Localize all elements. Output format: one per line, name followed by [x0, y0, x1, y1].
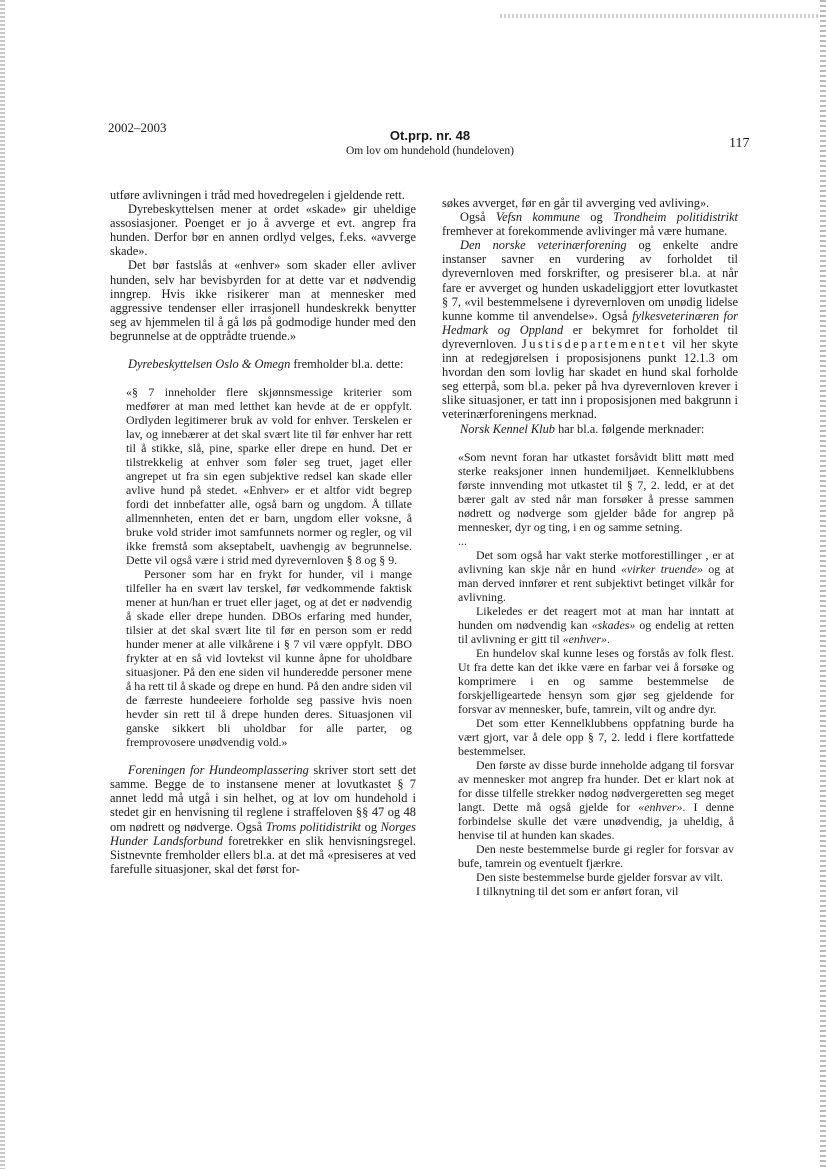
block-quote: Den første av disse burde inneholde adgang til forsvar av mennesker mot angrep fra hunder. Det er klart nok at for disse tilfelle strekker nødog nødvergeretten seg meget langt. Dette må også gjelde for «enhver». I denne forbindelse skulle det være unødvendig, ja uheldig, å henvise til at hunden kan skades. [458, 757, 734, 842]
right-column [442, 196, 738, 898]
block-quote: Personer som har en frykt for hunder, vil i mange tilfeller ha en svært lav terskel, før vedkommende faktisk mener at hun/han er truet eller jaget, og at det er nødvendig å skade eller drepe hunden. DBOs erfaring med hunder, tilsier at det skal svært lite til før en person som er redd hunder mener at alle vilkårene i § 7 vil være oppfylt. DBO frykter at en så vid lovtekst vil kunne åpne for uholdbare situasjoner. På den ene siden vil hunderedde personer mene å ha rett til å skade og drepe en hund. På den andre siden vil de færreste hundeeiere forholde seg passive hvis noen hevder sin rett til å drepe hunden deres. Situasjonen vil ganske sikkert bli uholdbar for alle parter, og fremprovosere unødvendig vold.» [126, 567, 412, 750]
paragraph: Også Vefsn kommune og Trondheim politidistrikt fremhever at forekommende avlivinger må være humane. [442, 210, 738, 239]
paragraph: Den norske veterinærforening og enkelte andre instanser savner en vurdering av forholdet til dyrevernloven med forskrifter, og presiserer bl.a. at når fare er avverget og hunden uskadeliggjort etter lovutkastet § 7, «vil bestemmelsene i dyrevernloven om unødig lidelse kunne komme til anvendelse». Også fylkesveterinæren for Hedmark og Oppland er bekymret for forholdet til dyrevernloven. Justisdepartementet vil her skyte inn at redegjørelsen i proposisjonens punkt 12.1.3 om hvordan den som lovlig har skadet en hund skal forholde seg etterpå, som bl.a. peker på hva dyrevernloven krever i slike situasjoner, er tatt inn i proposisjonen med bakgrunn i veterinærforeningens merknad. [442, 238, 738, 422]
block-quote: Den neste bestemmelse burde gi regler for forsvar av bufe, tamrein og eventuelt fjærkre. [458, 841, 734, 870]
block-quote: Den siste bestemmelse burde gjelder forsvar av vilt. [476, 869, 723, 884]
organization-name: Foreningen for Hundeomplassering [128, 763, 309, 778]
paragraph: søkes avverget, før en går til avverging ved avliving». [442, 196, 710, 210]
page-number: 117 [729, 136, 750, 151]
organization-name: Vefsn kommune [495, 210, 580, 225]
scan-edge-left [0, 0, 5, 1169]
left-column [110, 188, 416, 876]
block-quote: I tilknytning til det som er anført foran, vil [476, 883, 679, 898]
document-title: Ot.prp. nr. 48 [389, 128, 471, 143]
organization-name: Norsk Kennel Klub [460, 421, 555, 436]
organization-name: fylkesveterinæren for Hedmark og Oppland [442, 308, 738, 337]
block-quote: En hundelov skal kunne leses og forstås av folk flest. Ut fra dette kan det ikke være en farbar vei å forsøke og komprimere i en og samme bestemmelse de forskjelligeartede hensyn som gjør seg gjeldende for forsvar av mennesker, bufe, tamrein, vilt og andre dyr. [458, 645, 734, 716]
scan-edge-top [500, 14, 826, 18]
organization-name: Troms politidistrikt [265, 819, 362, 834]
block-quote: Likeledes er det reagert mot at man har inntatt at hunden om nødvendig kan «skades» og endelig at retten til avlivning er gitt til «enhver». [458, 603, 734, 646]
paragraph: Norsk Kennel Klub har bl.a. følgende merknader: [460, 421, 705, 436]
document-subtitle: Om lov om hundehold (hundeloven) [345, 145, 514, 157]
paragraph: Dyrebeskyttelsen Oslo & Omegn fremholder bl.a. dette: [128, 357, 404, 372]
header-years: 2002–2003 [108, 120, 167, 135]
organization-name: Dyrebeskyttelsen Oslo & Omegn [128, 357, 291, 372]
paragraph: Dyrebeskyttelsen mener at ordet «skade» gir uheldige assosiasjoner. Poenget er jo å avverge et evt. angrep fra hunden. Derfor bør en annen ordlyd velges, f.eks. «avverge skade». [110, 202, 416, 259]
organization-name: Den norske veterinærforening [460, 238, 627, 253]
ellipsis: ... [458, 533, 467, 548]
block-quote: Det som også har vakt sterke motforestillinger , er at avlivning kan skje når en hund «virker truende» og at man derved innfører et rent subjektivt betinget vilkår for avlivning. [458, 547, 735, 604]
block-quote: «§ 7 inneholder flere skjønnsmessige kriterier som medfører at man med letthet kan hevde at de er oppfylt. Ordlyden legitimerer bruk av vold for enhver. Terskelen er lav, og innebærer at det skal svært lite til før enhver har rett til å stikke, slå, pine, sparke eller drepe en hund. Det er tilstrekkelig at enhver som føler seg truet, jaget eller angrepet ut fra sin egen subjektive redsel kan skade eller avlive hund på stedet. «Enhver» er et altfor vidt begrep fordi det innbefatter alle, også barn og ungdom. Å tillate allmennheten, enten det er barn, ungdom eller voksne, å bruke vold strider imot samfunnets normer og regler, og vil ikke fremstå som akseptabelt, uavhengig av begrunnelse. Dette vil også være i strid med dyrevernloven § 8 og § 9. [126, 385, 412, 568]
paragraph: utføre avlivningen i tråd med hovedregelen i gjeldende rett. [110, 188, 405, 202]
organization-name: Trondheim politidistrikt [613, 210, 738, 225]
block-quote: «Som nevnt foran har utkastet forsåvidt blitt møtt med sterke reaksjoner innen hundemiljøet. Kennelklubbens første innvending mot utkastet til § 7, 2. ledd, er at det bærer galt av sted når man forsøker å presse sammen nødrett og nødverge som gjelder både for angrep på mennesker, dyr og ting, i en og samme setning. [458, 449, 734, 534]
paragraph: Det bør fastslås at «enhver» som skader eller avliver hunden, selv har bevisbyrden for at dette var et nødvendig inngrep. Hvis ikke risikerer man at mennesker med aggressive tendenser eller irrasjonell hundeskrekk benytter seg av hjemmelen til å gå løs på godmodige hunder med den begrunnelse at de opptrådte truende.» [110, 258, 416, 343]
paragraph: Foreningen for Hundeomplassering skriver stort sett det samme. Begge de to instansene mener at lovutkastet § 7 annet ledd må utgå i sin helhet, og at lov om hundehold i stedet gir en henvisning til reglene i straffeloven §§ 47 og 48 om nødrett og nødverge. Også Troms politidistrikt og Norges Hunder Landsforbund foretrekker en slik henvisningsregel. Sistnevnte fremholder ellers bl.a. at det må «presiseres at ved farefulle situasjoner, skal det først for- [110, 763, 417, 876]
organization-name: Norges Hunder Landsforbund [110, 819, 416, 848]
block-quote: Det som etter Kennelklubbens oppfatning burde ha vært gjort, var å dele opp § 7, 2. ledd i flere kortfattede bestemmelser. [458, 715, 734, 758]
scan-edge-right [820, 0, 826, 1169]
ministry-name: Justisdepartementet [521, 336, 668, 351]
header-center [300, 128, 560, 157]
